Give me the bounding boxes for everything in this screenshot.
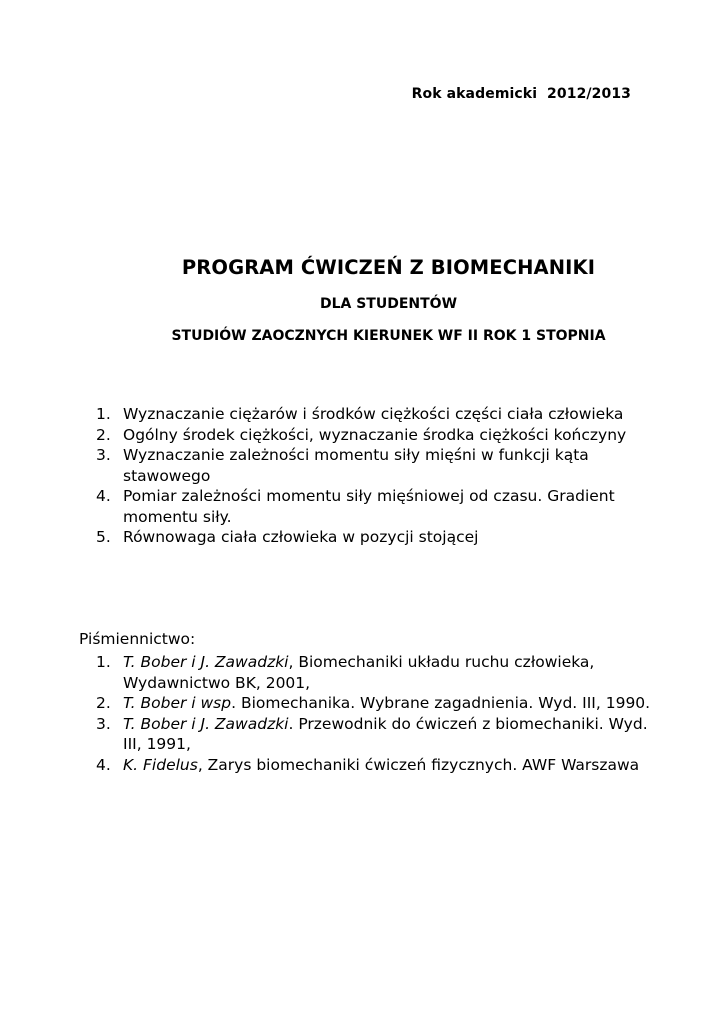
topic-item	[96, 425, 656, 446]
topic-number: 4.	[96, 487, 111, 505]
reference-number: 3.	[96, 714, 111, 733]
reference-number: 2.	[96, 694, 111, 712]
document-title: PROGRAM ĆWICZEŃ Z BIOMECHANIKI	[181, 256, 596, 279]
reference-item	[96, 755, 666, 776]
topic-text: Ogólny środek ciężkości, wyznaczanie środka ciężkości kończyny	[123, 425, 627, 444]
topic-number: 3.	[96, 446, 111, 464]
reference-author: T. Bober i J. Zawadzki	[123, 714, 289, 733]
topic-item	[96, 445, 656, 486]
topic-text: Wyznaczanie zależności momentu siły mięśni w funkcji kąta stawowego	[123, 446, 589, 485]
reference-item	[96, 693, 666, 714]
reference-text: , Zarys biomechaniki ćwiczeń fizycznych. AWF Warszawa	[197, 755, 640, 774]
reference-text: , Biomechaniki układu ruchu człowieka, Wydawnictwo BK, 2001,	[123, 653, 595, 692]
academic-year: Rok akademicki 2012/2013	[411, 86, 631, 102]
reference-text: . Biomechanika. Wybrane zagadnienia. Wyd. III, 1990.	[231, 694, 651, 712]
document-subtitle: DLA STUDENTÓW	[319, 296, 458, 312]
topic-number: 2.	[96, 425, 111, 444]
document-subtitle-program: STUDIÓW ZAOCZNYCH KIERUNEK WF II ROK 1 STOPNIA	[171, 328, 606, 344]
topic-number: 1.	[96, 405, 111, 423]
topic-item	[96, 527, 656, 548]
topics-list	[96, 404, 656, 548]
reference-item	[96, 652, 666, 693]
reference-number: 4.	[96, 755, 111, 774]
references-list	[96, 652, 666, 775]
reference-author: T. Bober i wsp	[123, 694, 232, 712]
topic-number: 5.	[96, 528, 111, 546]
reference-text: . Przewodnik do ćwiczeń z biomechaniki. Wyd. III, 1991,	[123, 714, 648, 753]
topic-item	[96, 486, 656, 527]
reference-number: 1.	[96, 653, 111, 671]
reference-author: K. Fidelus	[123, 755, 198, 774]
reference-item	[96, 714, 666, 755]
references-heading: Piśmiennictwo:	[79, 630, 196, 648]
topic-text: Równowaga ciała człowieka w pozycji stojącej	[123, 528, 479, 546]
topic-text: Pomiar zależności momentu siły mięśniowej od czasu. Gradient momentu siły.	[123, 487, 615, 526]
topic-item	[96, 404, 656, 425]
reference-author: T. Bober i J. Zawadzki	[123, 653, 289, 671]
topic-text: Wyznaczanie ciężarów i środków ciężkości części ciała człowieka	[123, 405, 624, 423]
